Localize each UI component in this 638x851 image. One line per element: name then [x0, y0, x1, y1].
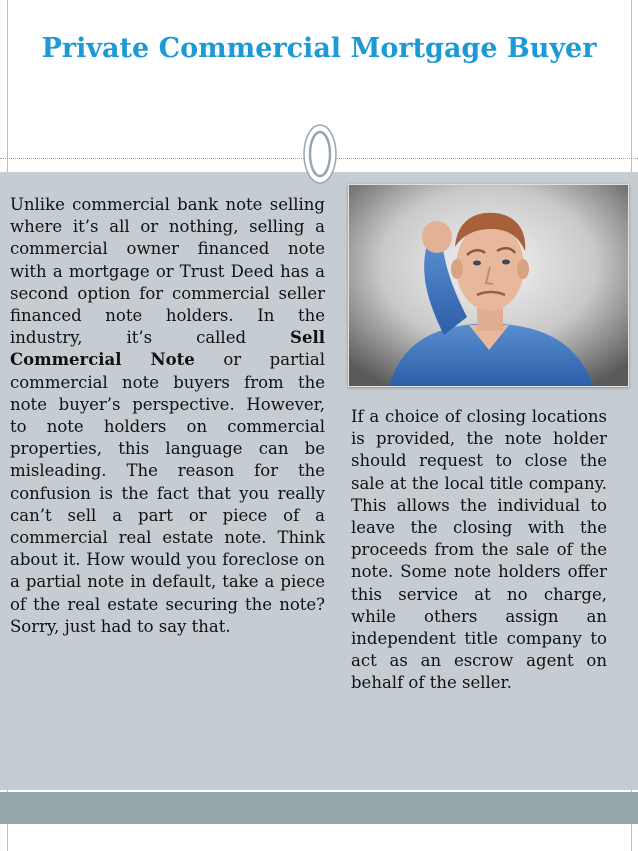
footer-bar: [0, 792, 638, 824]
page-title: Private Commercial Mortgage Buyer: [41, 33, 597, 64]
left-column-text: [10, 194, 325, 638]
left-text-intro: Unlike commercial bank note selling where it’s all or nothing, selling a commercial owner financed note with a mortgage or Trust Deed has a second option for commercial seller financed note holders. In the industry, it’s called: [10, 195, 325, 348]
left-text-bold: Sell Commercial Note: [10, 328, 325, 370]
confused-man-photo: [348, 184, 629, 387]
right-column-text: If a choice of closing locations is provided, the note holder should request to close the sale at the local title company. This allows the individual to leave the closing with the proceeds from the sale of the note. Some note holders offer this service at no charge, while others assign an independent title company to act as an escrow agent on behalf of the seller.: [351, 407, 607, 693]
oval-ornament-icon: [302, 123, 338, 185]
left-text-rest: or partial commercial note buyers from the note buyer’s perspective. However, to note holders on commercial properties, this language can be misleading. The reason for the confusion is the fact that you really can’t sell a part or piece of a commercial real estate note. Think about it. How would you foreclose on a partial note in default, take a piece of the real estate securing the note? Sorry, just had to say that.: [10, 350, 325, 636]
